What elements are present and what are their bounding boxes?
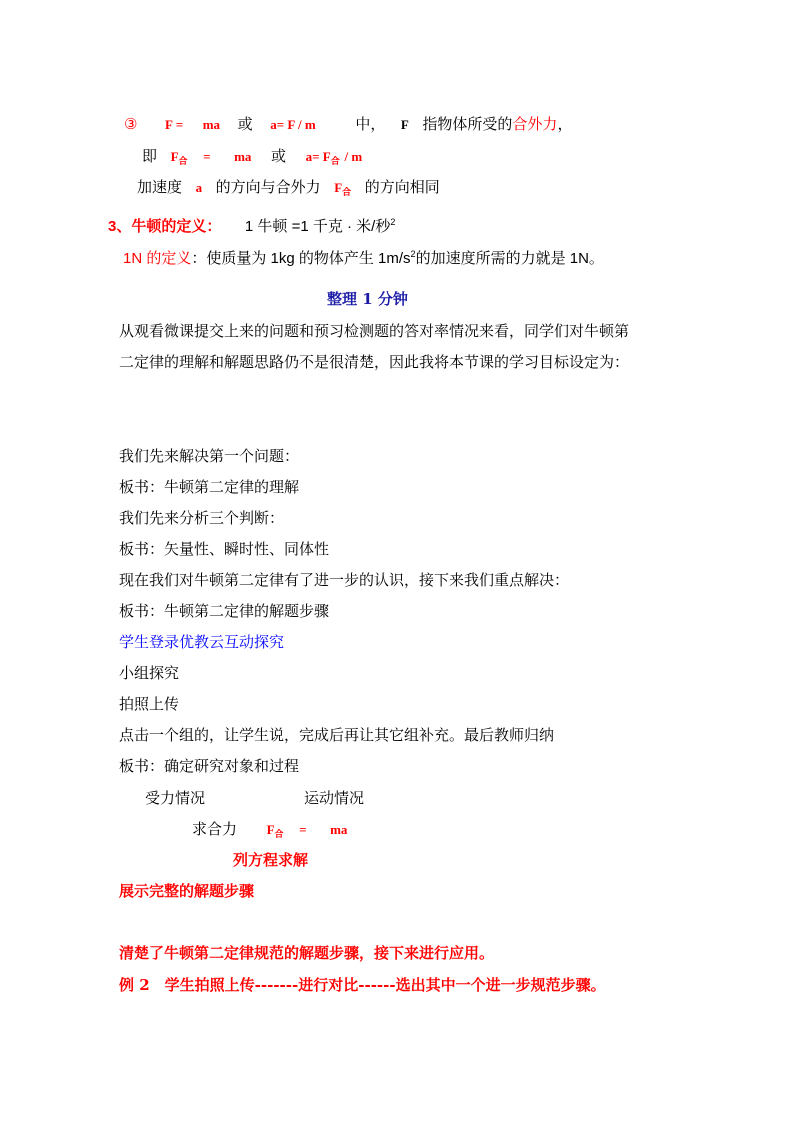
newton-def-body: 1 牛顿 =1 千克 · 米/秒 [244, 218, 391, 235]
1n-body: ：使质量为 1kg 的物体产生 1m/s [191, 250, 411, 267]
text-line-1: 我们先来解决第一个问题： [119, 447, 300, 465]
f-net: $F_合$ [170, 149, 188, 166]
formula-ma: ma [202, 117, 221, 132]
direction-line [137, 177, 440, 202]
text-line-10: 板书：确定研究对象和过程 [119, 757, 300, 775]
sup-2b: 2 [410, 249, 416, 259]
equals-2: = [299, 822, 307, 837]
1n-tail: 的加速度所需的力就是 1N。 [415, 250, 604, 267]
text-same: 的方向相同 [364, 178, 440, 196]
f-net-2: $F_合$ [334, 180, 352, 197]
organize-heading: 整理 1 分钟 [327, 290, 408, 308]
div-m: / m [344, 149, 363, 164]
formula-line-1 [124, 114, 572, 135]
motion-situation: 运动情况 [304, 789, 365, 807]
show-steps: 展示完整的解题步骤 [119, 882, 255, 900]
mid-text: 中， [355, 115, 386, 133]
para-line-1: 从观看微课提交上来的问题和预习检测题的答对率情况来看，同学们对牛顿第 [119, 322, 630, 340]
or-text-2: 或 [271, 147, 287, 165]
formula-f-ma: F = [165, 117, 184, 132]
text-line-7: 小组探究 [119, 664, 180, 682]
student-login-line: 学生登录优教云互动探究 [119, 633, 285, 651]
ji-text: 即 [142, 147, 158, 165]
a-symbol: a [195, 180, 203, 195]
text-line-8: 拍照上传 [119, 695, 180, 713]
para-line-2: 二定律的理解和解题思路仍不是很清楚，因此我将本节课的学习目标设定为： [119, 353, 630, 371]
sup-2: 2 [390, 217, 396, 227]
text-line-6: 板书：牛顿第二定律的解题步骤 [119, 602, 330, 620]
force-situation: 受力情况 [145, 789, 206, 807]
text-direction: 的方向与合外力 [215, 178, 321, 196]
equals: = [203, 149, 211, 164]
text-accel: 加速度 [137, 178, 183, 196]
f-net-3: $F_合$ [266, 822, 284, 839]
clear-steps-line: 清楚了牛顿第二定律规范的解题步骤，接下来进行应用。 [119, 944, 495, 962]
desc-text: 指物体所受的 [422, 115, 513, 133]
text-line-2: 板书：牛顿第二定律的理解 [119, 478, 300, 496]
or-text: 或 [237, 115, 253, 133]
text-line-3: 我们先来分析三个判断： [119, 509, 285, 527]
sum-force-text: 求合力 [192, 820, 238, 838]
ma-text-2: ma [330, 822, 348, 837]
comma: ， [557, 115, 573, 133]
1n-heading: 1N 的定义 [123, 250, 192, 267]
f-symbol: F [400, 117, 409, 132]
formula-line-2 [142, 146, 362, 171]
net-force-highlight: 合外力 [512, 115, 558, 133]
circled-number: ③ [124, 115, 138, 133]
newton-definition [108, 212, 395, 237]
a-formula: $a= F_合$ [305, 149, 340, 166]
newton-def-heading: 3、牛顿的定义： [108, 218, 222, 235]
solve-equation: 列方程求解 [233, 851, 309, 869]
ma-text: ma [234, 149, 252, 164]
text-line-4: 板书：矢量性、瞬时性、同体性 [119, 540, 330, 558]
example-2-line: 例 2 学生拍照上传-------进行对比------选出其中一个进一步规范步骤。 [119, 976, 606, 994]
1n-definition [123, 244, 604, 269]
sum-force-line [192, 819, 347, 844]
formula-a-f-m: a= F / m [270, 117, 316, 132]
text-line-9: 点击一个组的，让学生说，完成后再让其它组补充。最后教师归纳 [119, 726, 555, 744]
text-line-5: 现在我们对牛顿第二定律有了进一步的认识，接下来我们重点解决： [119, 571, 570, 589]
